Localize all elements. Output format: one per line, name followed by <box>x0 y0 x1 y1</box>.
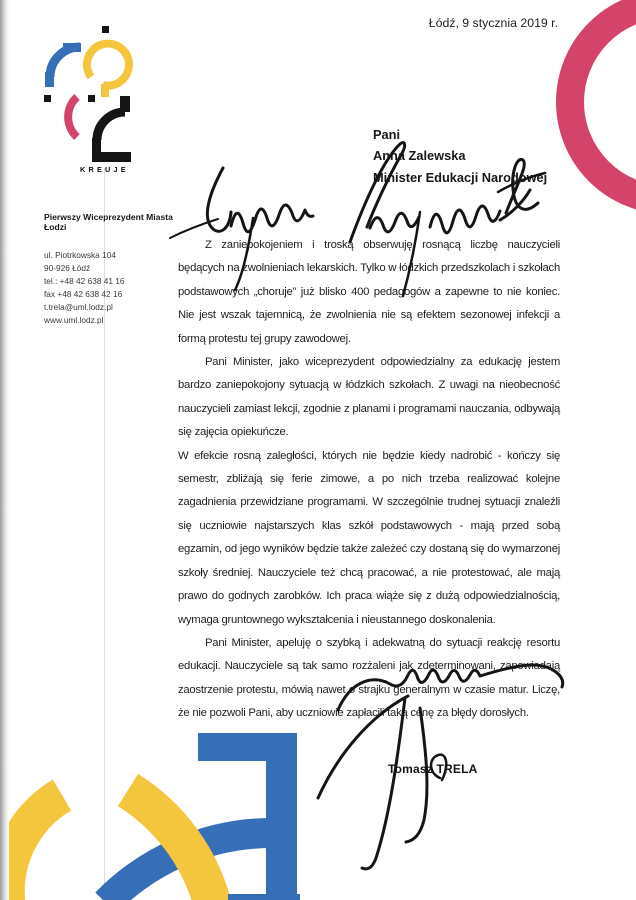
body-paragraph: Pani Minister, apeluję o szybką i adekwatną do sytuacji reakcję resortu edukacji. Nauczyciele są tak samo rozżaleni jak zdeterminowani, zapowiadają zaostrzenie protestu, mówią nawet o strajku generalnym w czasie matur. Liczę, że nie pozwoli Pani, aby uczniowie zapłacili taką cenę za błędy dorosłych. <box>178 636 560 720</box>
sender-address-line: tel.: +48 42 638 41 16 <box>44 276 125 286</box>
scan-edge-shadow <box>0 0 9 900</box>
date-line: Łódź, 9 stycznia 2019 r. <box>428 16 558 30</box>
yellow-arc-left <box>7 795 62 900</box>
recipient-salutation: Pani <box>373 127 401 142</box>
handwritten-salutation-scrawl <box>168 120 548 300</box>
logo-tagline: KREUJE <box>80 165 129 174</box>
signatory-name: Tomasz TRELA <box>388 762 478 776</box>
body-paragraph: Pani Minister, jako wiceprezydent odpowiedzialny za edukację jestem bardzo zaniepokojony sytuacją w łódzkich szkołach. Z uwagi na nieobecność nauczycieli zamiast lekcji, zgodnie z planami i programami nauczania, odbywają się zajęcia opiekuńcze. <box>178 356 560 439</box>
recipient-name: Anna Zalewska <box>373 148 466 164</box>
letter-l-blue-icon <box>45 43 81 87</box>
sender-address-line: ul. Piotrkowska 104 <box>44 250 116 260</box>
sender-block <box>44 212 184 327</box>
pink-ring-decoration <box>556 0 636 214</box>
body-paragraph: Z zaniepokojeniem i troską obserwuję rosnącą liczbę nauczycieli będących na zwolnieniach lekarskich. Tylko w łódzkich przedszkolach i szkołach podstawowych „choruje” już blisko 400 pedagogów a zapewne to nie koniec. Nie jest wszak tajemnicą, że zwolnienia nie są efektem sezonowej infekcji a formą protestu tej grupy zawodowej. <box>178 239 560 345</box>
letter-d-red-icon <box>68 97 77 137</box>
sender-address-line: www.uml.lodz.pl <box>44 315 104 325</box>
letter-o-yellow-icon <box>87 26 129 97</box>
lodz-kreuje-logo-icon <box>38 20 138 170</box>
sender-address-line: fax +48 42 638 42 16 <box>44 289 123 299</box>
sender-title: Pierwszy Wiceprezydent Miasta Łodzi <box>44 212 173 232</box>
sender-address <box>44 249 184 327</box>
recipient-title: Minister Edukacji Narodowej <box>373 169 548 185</box>
letter-z-black-icon <box>44 95 131 162</box>
body-paragraph: W efekcie rosną zaległości, których nie będzie kiedy nadrobić - kończy się semestr, zbliżają się ferie zimowe, a po nich trzeba realizować kolejne zagadnienia przewidziane programami. W szczególnie trudnej sytuacji znaleźli się uczniowie najstarszych klas szkół podstawowych - mają przed sobą egzamin, od jego wyników będzie także zależeć czy dostaną się do wymarzonej szkoły średniej. Nauczyciele też chcą pracować, a nie protestować, ale mają prawo do godnych zarobków. Ich praca wiąże się z dużą odpowiedzialnością, wymaga gruntownego wykształcenia i nieustannego doskonalenia. <box>178 449 560 626</box>
sender-address-line: 90-926 Łódź <box>44 263 91 273</box>
sender-address-line: t.trela@uml.lodz.pl <box>44 302 113 312</box>
